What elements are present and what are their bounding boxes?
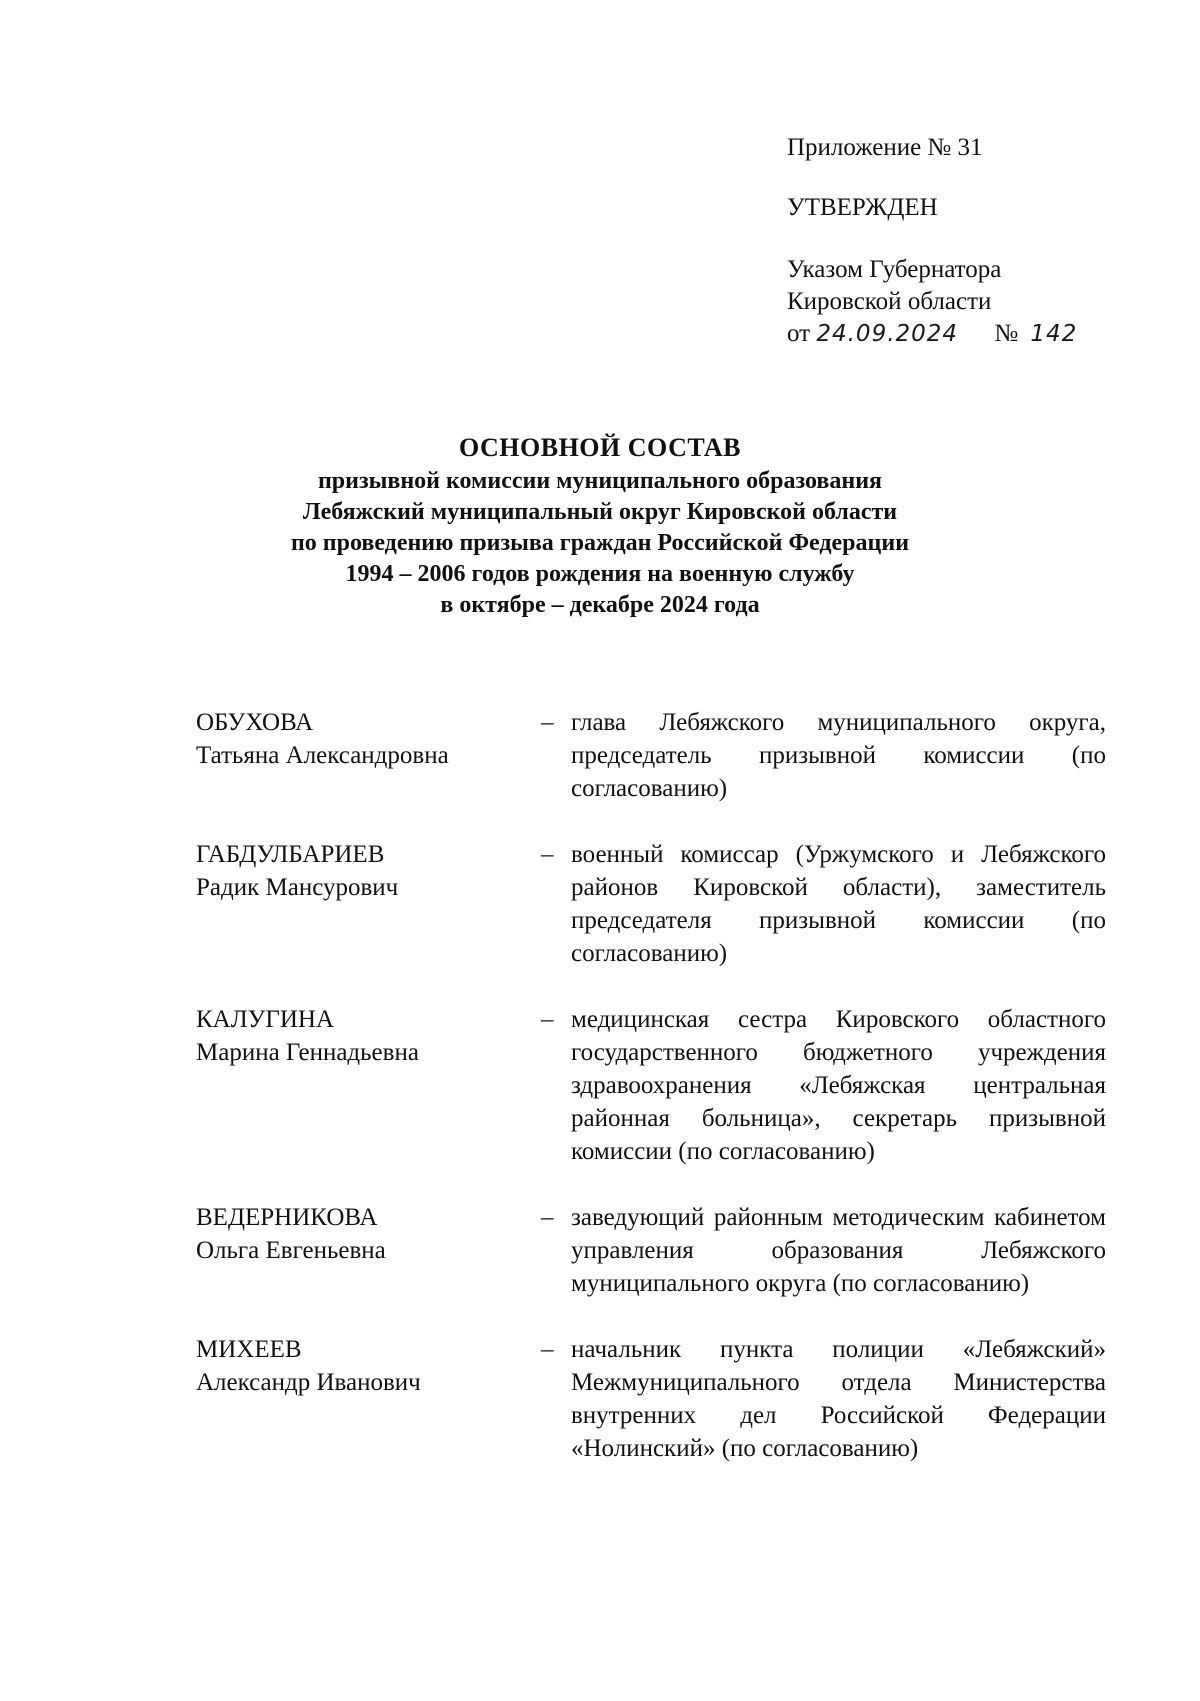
approved-stamp-text: УТВЕРЖДЕН: [787, 194, 938, 221]
member-given-names: Александр Иванович: [196, 1369, 421, 1396]
member-surname: ОБУХОВА: [196, 709, 314, 736]
subtitle-line: в октябре – декабре 2024 года: [440, 592, 760, 618]
member-role: медицинская сестра Кировского областного государственного бюджетного учреждения здравоохранения «Лебяжская центральная районная больница», секретарь призывной комиссии (по согласованию): [571, 1006, 1106, 1165]
member-given-names: Татьяна Александровна: [196, 742, 449, 769]
member-entry: [196, 1333, 1106, 1465]
member-role: начальник пункта полиции «Лебяжский» Межмуниципального отдела Министерства внутренних дел Российской Федерации «Нолинский» (по согласованию): [571, 1336, 1106, 1462]
member-name: [196, 838, 541, 904]
member-given-names: Ольга Евгеньевна: [196, 1237, 386, 1264]
subtitle-line: по проведению призыва граждан Российской Федерации: [290, 530, 910, 556]
document-title: ОСНОВНОЙ СОСТАВ: [458, 433, 742, 462]
subtitle-line: призывной комиссии муниципального образования: [317, 468, 883, 494]
member-entry: [196, 838, 1106, 970]
member-entry: [196, 1003, 1106, 1168]
member-given-names: Радик Мансурович: [196, 874, 399, 901]
member-role: военный комиссар (Уржумского и Лебяжского районов Кировской области), заместитель председателя призывной комиссии (по согласованию): [571, 841, 1106, 967]
number-prefix: №: [994, 320, 1019, 347]
member-name: [196, 1003, 541, 1069]
members-list: [196, 706, 1106, 1498]
member-role: заведующий районным методическим кабинетом управления образования Лебяжского муниципального округа (по согласованию): [571, 1204, 1106, 1297]
date-prefix: от: [787, 320, 811, 347]
member-surname: КАЛУГИНА: [196, 1006, 335, 1033]
approval-block: [787, 132, 1077, 350]
dash-separator: –: [541, 1006, 554, 1033]
member-name: [196, 706, 541, 772]
member-name: [196, 1201, 541, 1267]
subtitle-line: Лебяжский муниципальный округ Кировской области: [302, 499, 898, 525]
decree-line-2: Кировской области: [787, 288, 992, 315]
subtitle-line: 1994 – 2006 годов рождения на военную службу: [345, 561, 855, 587]
decree-line-1: Указом Губернатора: [787, 256, 1002, 283]
appendix-label: Приложение № 31: [787, 134, 983, 161]
handwritten-number: 142: [1030, 321, 1078, 347]
dash-separator: –: [541, 1204, 554, 1231]
dash-separator: –: [541, 841, 554, 868]
decree-date-number: [787, 318, 1077, 350]
handwritten-date: 24.09.2024: [816, 321, 959, 347]
member-role: глава Лебяжского муниципального округа, председатель призывной комиссии (по согласованию): [571, 709, 1106, 802]
member-given-names: Марина Геннадьевна: [196, 1039, 419, 1066]
member-entry: [196, 1201, 1106, 1300]
member-name: [196, 1333, 541, 1399]
member-surname: МИХЕЕВ: [196, 1336, 302, 1363]
title-block: [200, 430, 1000, 621]
member-surname: ГАБДУЛБАРИЕВ: [196, 841, 385, 868]
dash-separator: –: [541, 709, 554, 736]
dash-separator: –: [541, 1336, 554, 1363]
member-surname: ВЕДЕРНИКОВА: [196, 1204, 378, 1231]
member-entry: [196, 706, 1106, 805]
